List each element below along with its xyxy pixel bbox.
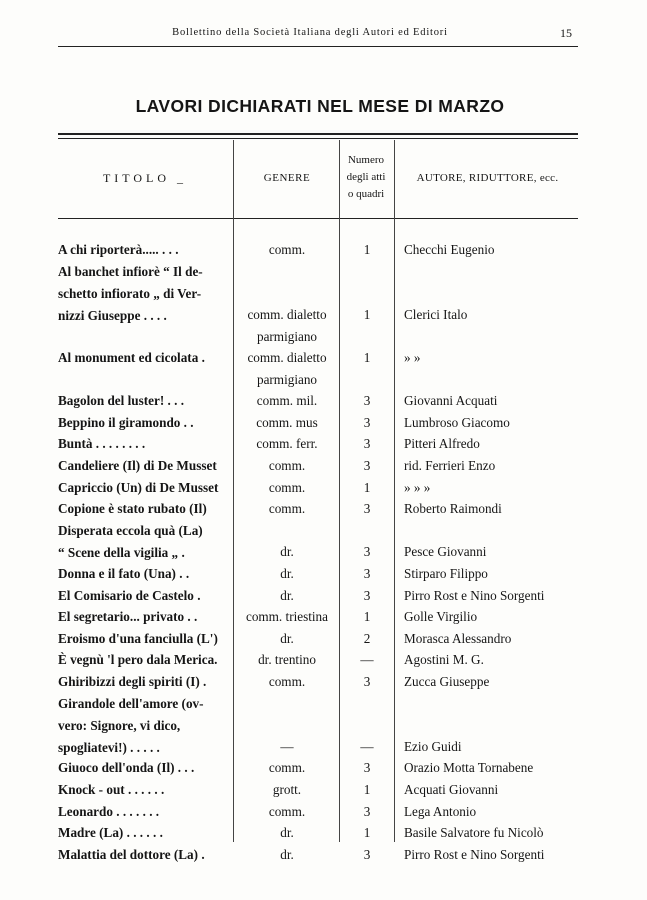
row-title xyxy=(58,757,233,779)
row-acts: 3 xyxy=(363,393,371,409)
row-title xyxy=(58,628,233,650)
row-title xyxy=(58,801,233,823)
row-title-line: El segretario... privato . . xyxy=(58,609,198,625)
row-author: Pirro Rost e Nino Sorgenti xyxy=(404,587,545,603)
row-acts: 1 xyxy=(363,306,371,322)
row-acts: 3 xyxy=(363,436,371,452)
row-title-line: Beppino il giramondo . . xyxy=(58,414,194,430)
row-genre-line: dr. xyxy=(280,544,294,560)
row-genre-line: comm. xyxy=(268,803,306,819)
row-title-line: Bagolon del luster! . . . xyxy=(58,393,185,409)
row-title xyxy=(58,844,233,866)
row-author: Zucca Giuseppe xyxy=(404,674,490,689)
row-author: Roberto Raimondi xyxy=(404,501,502,517)
row-genre-line: grott. xyxy=(272,782,302,797)
row-genre xyxy=(235,736,339,758)
row-title-line: È vegnù 'l pero dala Merica. xyxy=(58,652,218,668)
row-genre-line: comm. xyxy=(268,501,306,517)
row-author: Clerici Italo xyxy=(404,306,468,322)
column-header-numero-line: degli atti xyxy=(346,171,386,183)
row-genre xyxy=(235,390,339,412)
row-title-line: A chi riporterà..... . . . xyxy=(58,242,179,257)
header-rule xyxy=(58,46,578,47)
row-genre xyxy=(235,757,339,779)
row-title-line: Candeliere (Il) di De Musset xyxy=(58,458,217,473)
row-acts: 1 xyxy=(363,825,371,841)
row-genre-line: — xyxy=(280,738,294,754)
row-genre xyxy=(235,477,339,499)
row-acts: 3 xyxy=(363,566,371,581)
row-title xyxy=(58,779,233,801)
row-title xyxy=(58,649,233,671)
row-title-line: Buntà . . . . . . . . xyxy=(58,436,146,452)
row-genre-line: dr. xyxy=(280,587,294,603)
row-title xyxy=(58,822,233,844)
row-genre-line: comm. dialetto xyxy=(247,350,327,365)
row-acts: 3 xyxy=(363,458,371,473)
row-genre xyxy=(235,628,339,650)
row-author: Golle Virgilio xyxy=(404,609,478,625)
row-title xyxy=(58,261,233,327)
row-title-line: “ Scene della vigilia „ . xyxy=(58,544,185,560)
row-title-line: Madre (La) . . . . . . xyxy=(58,825,163,841)
row-title xyxy=(58,693,233,759)
row-genre-line: comm. xyxy=(268,458,306,473)
row-title xyxy=(58,498,233,520)
row-genre-line: comm. dialetto xyxy=(247,306,327,322)
row-genre xyxy=(235,844,339,866)
row-genre-line: dr. xyxy=(280,846,294,862)
column-header-numero-line: o quadri xyxy=(347,188,385,200)
row-genre-line: comm. xyxy=(268,242,306,257)
row-genre-line: comm. xyxy=(268,479,306,495)
row-acts: — xyxy=(360,652,374,668)
row-genre xyxy=(235,779,339,801)
row-acts: 2 xyxy=(363,630,371,646)
row-title-line: El Comisario de Castelo . xyxy=(58,587,201,603)
row-genre xyxy=(235,801,339,823)
row-title-line: vero: Signore, vi dico, xyxy=(58,717,181,733)
page-number: 15 xyxy=(560,26,572,40)
row-author: » » xyxy=(404,350,421,365)
row-title xyxy=(58,239,233,261)
row-author: Morasca Alessandro xyxy=(404,630,512,646)
row-title xyxy=(58,585,233,607)
row-acts: — xyxy=(360,738,374,754)
column-header-genere: GENERE xyxy=(263,172,311,184)
table-top-rule xyxy=(58,133,578,135)
row-genre xyxy=(235,585,339,607)
row-title xyxy=(58,520,233,564)
column-header-numero-line: Numero xyxy=(347,154,385,166)
running-head: Bollettino della Società Italiana degli Autori ed Editori xyxy=(172,27,448,38)
column-header-numero xyxy=(336,152,396,203)
row-genre xyxy=(235,671,339,693)
row-author: rid. Ferrieri Enzo xyxy=(404,458,496,473)
row-author: Basile Salvatore fu Nicolò xyxy=(404,825,544,841)
row-title xyxy=(58,671,233,693)
row-genre xyxy=(235,455,339,477)
row-title-line: Leonardo . . . . . . . xyxy=(58,803,160,819)
header-bottom-rule xyxy=(58,218,578,219)
row-author: Pesce Giovanni xyxy=(404,544,487,560)
column-divider xyxy=(233,140,234,842)
row-title-line: Girandole dell'amore (ov- xyxy=(58,695,204,711)
row-genre xyxy=(235,606,339,628)
row-genre-line: dr. xyxy=(280,825,294,841)
row-acts: 3 xyxy=(363,846,371,862)
row-genre-line: comm. triestina xyxy=(245,609,329,625)
row-title xyxy=(58,606,233,628)
row-title xyxy=(58,477,233,499)
row-title xyxy=(58,390,233,412)
row-title-line: Disperata eccola quà (La) xyxy=(58,522,203,538)
row-title-line: Copione è stato rubato (Il) xyxy=(58,501,207,517)
row-genre xyxy=(235,822,339,844)
row-title-line: Eroismo d'una fanciulla (L') xyxy=(58,630,218,646)
row-author: Pirro Rost e Nino Sorgenti xyxy=(404,846,545,862)
row-genre xyxy=(235,347,339,391)
row-title-line: Donna e il fato (Una) . . xyxy=(58,566,190,581)
row-author: Giovanni Acquati xyxy=(404,393,498,409)
row-acts: 3 xyxy=(363,803,371,819)
table-top-rule-thin xyxy=(58,138,578,139)
row-title xyxy=(58,563,233,585)
row-genre-line: dr. trentino xyxy=(258,652,316,668)
row-acts: 3 xyxy=(363,414,371,430)
row-genre xyxy=(235,412,339,434)
row-author: Lumbroso Giacomo xyxy=(404,414,510,430)
row-title-line: Al banchet infiorè “ Il de- xyxy=(58,263,203,279)
row-acts: 3 xyxy=(363,760,371,776)
row-acts: 1 xyxy=(363,479,371,495)
row-title-line: nizzi Giuseppe . . . . xyxy=(58,307,167,323)
row-title xyxy=(58,433,233,455)
row-genre xyxy=(235,433,339,455)
column-header-titolo: TITOLO _ xyxy=(102,171,188,185)
row-author: Acquati Giovanni xyxy=(404,782,499,797)
row-genre xyxy=(235,304,339,348)
row-acts: 3 xyxy=(363,544,371,560)
row-genre-line: parmigiano xyxy=(256,372,318,387)
row-title-line: Knock - out . . . . . . xyxy=(58,782,165,797)
row-genre-line: comm. ferr. xyxy=(256,436,318,452)
row-acts: 3 xyxy=(363,674,371,689)
row-title-line: Ghiribizzi degli spiriti (I) . xyxy=(58,674,207,689)
row-acts: 1 xyxy=(363,782,371,797)
row-author: » » » xyxy=(404,479,431,495)
row-author: Orazio Motta Tornabene xyxy=(404,760,534,776)
row-author: Checchi Eugenio xyxy=(404,242,495,257)
row-acts: 1 xyxy=(363,350,371,365)
row-genre xyxy=(235,239,339,261)
row-title xyxy=(58,455,233,477)
row-title-line: spogliatevi!) . . . . . xyxy=(58,739,160,755)
row-title-line: Giuoco dell'onda (Il) . . . xyxy=(58,760,195,776)
row-author: Pitteri Alfredo xyxy=(404,436,480,452)
column-header-autore: AUTORE, RIDUTTORE, ecc. xyxy=(416,172,559,184)
row-title xyxy=(58,347,233,369)
row-title-line: Malattia del dottore (La) . xyxy=(58,846,205,862)
row-genre xyxy=(235,649,339,671)
row-author: Ezio Guidi xyxy=(404,738,462,754)
row-genre-line: comm. xyxy=(268,760,306,776)
row-genre xyxy=(235,498,339,520)
page-title: LAVORI DICHIARATI NEL MESE DI MARZO xyxy=(135,96,505,116)
row-acts: 1 xyxy=(363,242,371,257)
column-divider xyxy=(394,140,395,842)
row-genre-line: comm. xyxy=(268,674,306,689)
row-acts: 3 xyxy=(363,501,371,517)
row-acts: 3 xyxy=(363,587,371,603)
row-author: Stirparo Filippo xyxy=(404,566,488,581)
row-genre-line: comm. mus xyxy=(256,414,318,430)
row-title-line: Al monument ed cicolata . xyxy=(58,350,205,365)
row-genre-line: comm. mil. xyxy=(256,393,318,409)
row-title-line: schetto infiorato „ di Ver- xyxy=(58,285,202,301)
row-author: Agostini M. G. xyxy=(404,652,484,668)
row-genre xyxy=(235,563,339,585)
row-genre-line: parmigiano xyxy=(256,328,318,344)
row-genre-line: dr. xyxy=(280,630,294,646)
row-title-line: Capriccio (Un) di De Musset xyxy=(58,479,219,495)
row-author: Lega Antonio xyxy=(404,803,477,819)
row-genre xyxy=(235,541,339,563)
row-title xyxy=(58,412,233,434)
row-acts: 1 xyxy=(363,609,371,625)
row-genre-line: dr. xyxy=(280,566,294,581)
